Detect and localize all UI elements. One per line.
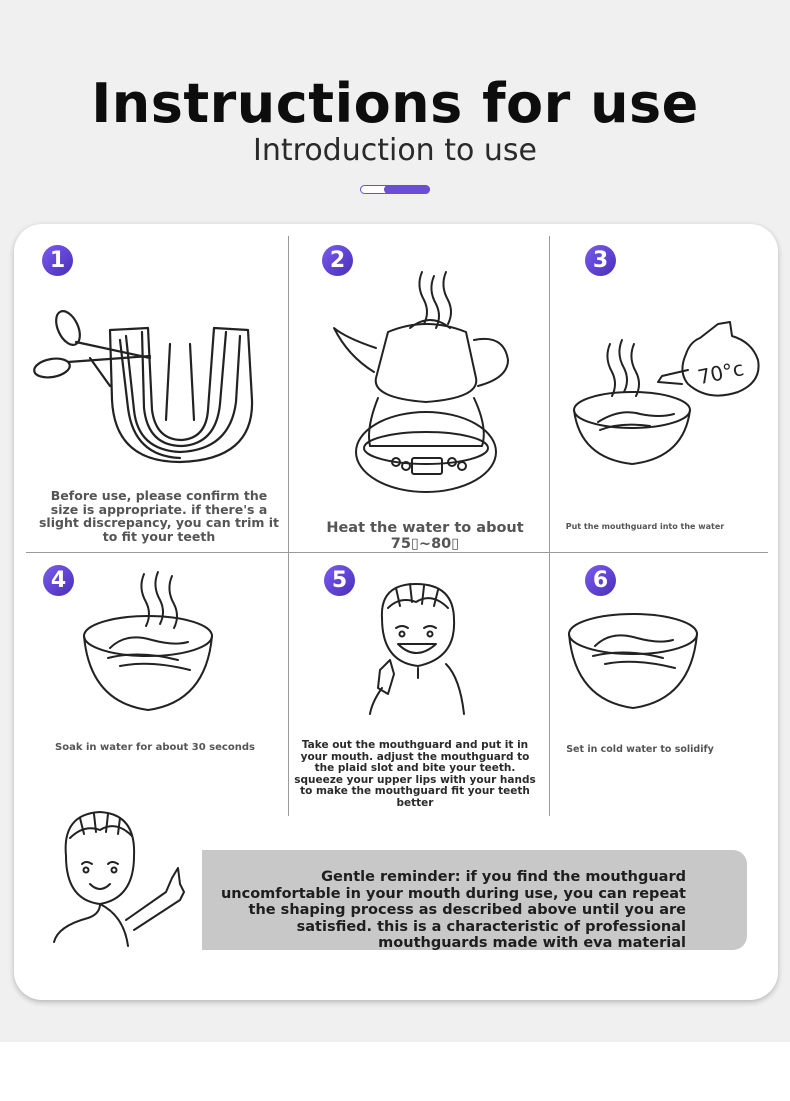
page-subtitle: Introduction to use <box>253 133 537 168</box>
child-biting-icon <box>360 578 480 718</box>
step-4-caption: Soak in water for about 30 seconds <box>55 742 255 753</box>
page-title: Instructions for use <box>91 72 699 135</box>
step-2-caption: Heat the water to about 75▯~80▯ <box>326 520 524 552</box>
hot-bowl-icon <box>80 570 220 720</box>
reminder-text: Gentle reminder: if you find the mouthguard uncomfortable in your mouth during use, you can repeat the shaping process as described above until you are satisfied. this is a characteristic of professional mouthguards made with eva material <box>220 869 686 951</box>
kettle-icon <box>326 268 516 498</box>
child-pointing-icon <box>48 808 198 948</box>
step-1-number: 1 <box>42 245 73 276</box>
step-4-number: 4 <box>43 565 74 596</box>
cold-bowl-icon <box>565 600 705 720</box>
grid-divider <box>288 236 289 816</box>
temperature-label: 70°c <box>695 356 746 390</box>
step-6-caption: Set in cold water to solidify <box>566 744 714 755</box>
step-1-caption: Before use, please confirm the size is appropriate. if there's a slight discrepancy, you can trim it to fit your teeth <box>38 488 280 544</box>
pill-fill <box>384 185 430 194</box>
scissors-mouthguard-icon <box>30 300 260 470</box>
step-6-number: 6 <box>585 565 616 596</box>
step-5-number: 5 <box>324 565 355 596</box>
reminder-box <box>202 850 747 950</box>
step-5-caption: Take out the mouthguard and put it in your mouth. adjust the mouthguard to the plaid slot and bite your teeth. squeeze your upper lips with your hands to make the mouthguard fit your teeth better <box>294 739 536 809</box>
pour-kettle-bowl-icon <box>570 318 770 478</box>
section-divider-pill <box>360 185 430 194</box>
step-3-number: 3 <box>585 245 616 276</box>
step-3-caption: Put the mouthguard into the water <box>565 522 725 531</box>
step-2-number: 2 <box>322 245 353 276</box>
grid-divider <box>26 552 768 553</box>
